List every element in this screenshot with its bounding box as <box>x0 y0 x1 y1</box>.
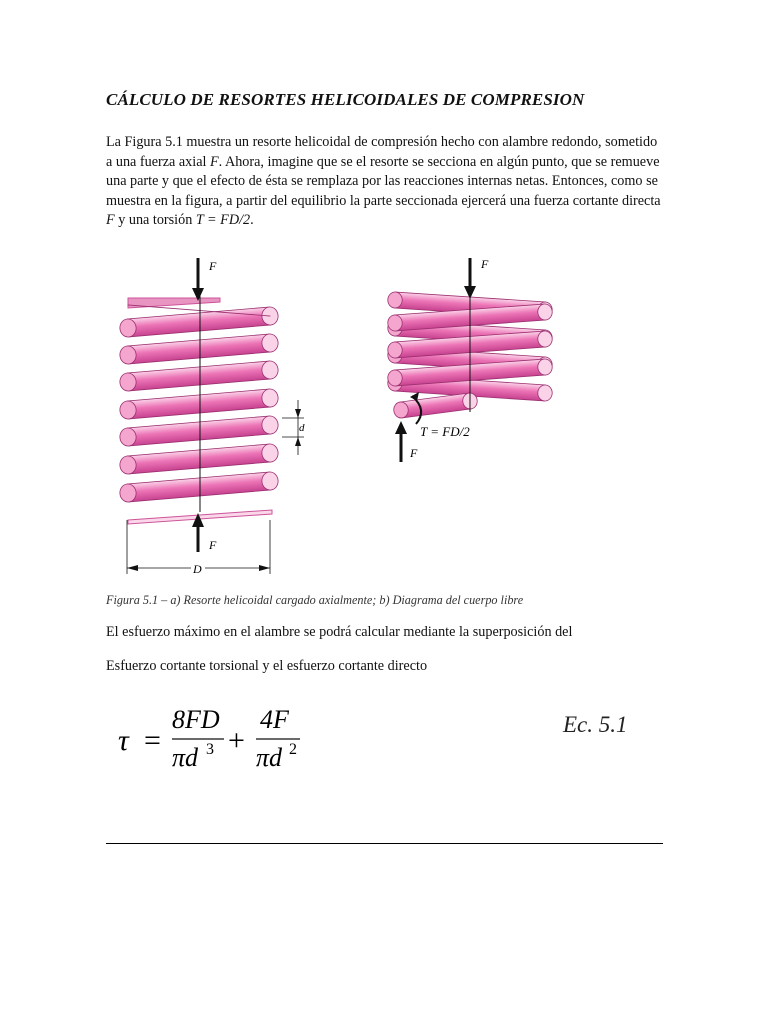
intro-text-1: La Figura 5.1 muestra un resorte helicoidal de compresión hecho con alambre redondo, sometido a una fuerza axial <box>106 134 658 170</box>
numerator-1: 8FD <box>172 705 220 734</box>
force-label-bottom-right: F <box>410 446 418 460</box>
body-line-1: El esfuerzo máximo en el alambre se podrá calcular mediante la superposición del <box>106 624 573 640</box>
equation-label: Ec. 5.1 <box>563 712 628 737</box>
force-label-top: F <box>209 259 217 273</box>
force-symbol: F <box>209 153 219 170</box>
coil <box>119 471 279 502</box>
coil <box>119 333 279 364</box>
denominator-1: πd <box>172 743 199 772</box>
plus-sign: + <box>228 724 245 757</box>
intro-text-3: y una torsión <box>114 212 196 228</box>
diameter-label: D <box>193 562 202 576</box>
torque-label: T = FD/2 <box>420 424 470 439</box>
force-symbol: F <box>106 212 115 228</box>
equals-sign: = <box>144 724 161 757</box>
coil <box>393 392 478 419</box>
coil <box>119 360 279 391</box>
wire-label: d <box>299 422 305 434</box>
horizontal-rule <box>106 843 663 844</box>
exponent-3: 3 <box>206 741 214 758</box>
tau-symbol: τ <box>118 724 129 757</box>
stress-equation <box>100 690 340 780</box>
coil <box>119 388 279 419</box>
body-line-2: Esfuerzo cortante torsional y el esfuerzo cortante directo <box>106 658 428 674</box>
exponent-2: 2 <box>289 741 297 758</box>
force-label-bottom: F <box>209 538 217 552</box>
numerator-2: 4F <box>260 705 289 734</box>
denominator-2: πd <box>256 743 283 772</box>
torque-expression: T = FD/2 <box>195 212 251 228</box>
coil <box>119 306 279 337</box>
coil-group <box>119 305 279 503</box>
coil <box>119 415 279 446</box>
spring-left <box>119 298 279 524</box>
coil <box>119 443 279 474</box>
force-label-top-right: F <box>481 257 489 271</box>
intro-text-2: . Ahora, imagine que se el resorte se secciona en algún punto, que se remueve una parte y que el efecto de ésta se remplaza por las reacciones internas netas. Entonces, como se muestra en la figura, a partir del equilibrio la parte seccionada ejercerá una fuerza cortante directa <box>106 153 661 209</box>
page-title: CÁLCULO DE RESORTES HELICOIDALES DE COMPRESION <box>106 90 585 109</box>
figure-caption: Figura 5.1 – a) Resorte helicoidal cargado axialmente; b) Diagrama del cuerpo libre <box>106 593 524 607</box>
intro-text-4: . <box>250 212 254 228</box>
